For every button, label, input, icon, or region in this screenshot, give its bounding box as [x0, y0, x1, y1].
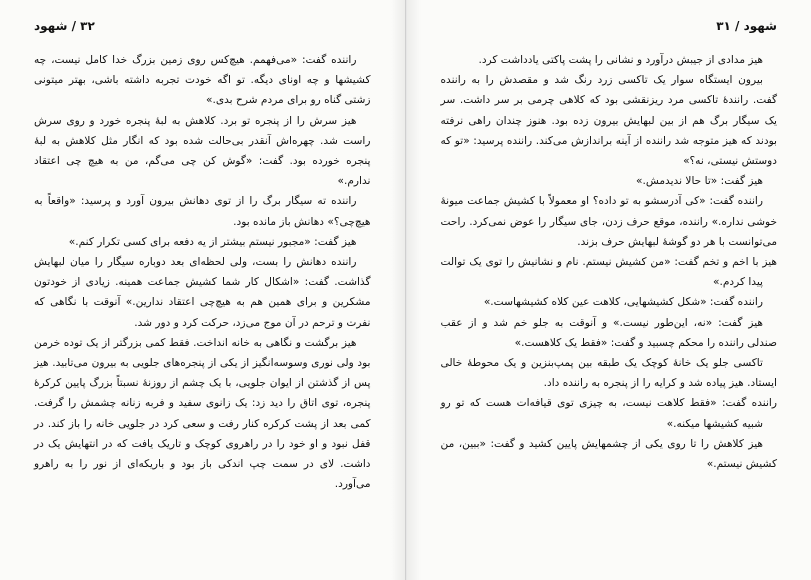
running-header: ۳۲ / شهود: [34, 19, 95, 33]
paragraph: هیز کلاهش را تا روی یکی از چشمهایش پایین کشید و گفت: «ببین، من کشیش نیستم.»: [440, 437, 777, 471]
running-header: شهود / ۳۱: [716, 19, 777, 33]
gutter-shadow: [407, 0, 421, 580]
paragraph: راننده گفت: «شکل کشیشهایی، کلاهت عین کلاه کشیشهاست.»: [483, 296, 763, 309]
paragraph: هیز با اخم و تخم گفت: «من کشیش نیستم. نام و نشانیش را توی یک توالت پیدا کردم.»: [440, 256, 777, 289]
paragraph: هیز برگشت و نگاهی به خانه انداخت. فقط کمی بزرگتر از یک توده خرمن بود ولی نوری وسوسه‌انگیز از یکی از پنجره‌های جلویی به بیرون می‌تابید. هیز پس از گذشتن از ایوان جلویی، با یک چشم از روزنهٔ نسبتاً بزرگ پایین کرکرهٔ پنجره، توی اتاق را دید زد: یک زانوی سفید و فربه زنانه چشمش را گرفت. کمی بعد از پشت کرکره کنار رفت و سعی کرد در جلویی خانه را باز کند. در قفل نبود و او خود را در راهروی کوچک و تاریک یافت که در انتهایش یک در داشت. لای در سمت چپ اندکی باز بود و باریکه‌ای از نور را به راهرو می‌آورد.: [34, 336, 371, 491]
paragraph: هیز گفت: «تا حالا ندیدمش.»: [636, 175, 763, 188]
paragraph: راننده گفت: «می‌فهمم. هیچ‌کس روی زمین بزرگ خدا کامل نیست، چه کشیشها و چه اونای دیگه. تو اگه خودت تجربه داشته باشی، بهتر میتونی زشتی گناه رو برای مردم شرح بدی.»: [34, 54, 371, 107]
paragraph: راننده گفت: «فقط کلاهت نیست، به چیزی توی قیافه‌ات هست که تو رو شبیه کشیشها میکنه.»: [440, 397, 777, 430]
paragraph: هیز مدادی از جیبش درآورد و نشانی را پشت پاکتی یادداشت کرد.: [478, 54, 763, 66]
paragraph: هیز گفت: «مجبور نیستم بیشتر از یه دفعه برای کسی تکرار کنم.»: [68, 235, 357, 248]
paragraph: هیز سرش را از پنجره تو برد. کلاهش به لبهٔ پنجره خورد و روی سرش راست شد. چهره‌اش آنقدر بی‌حالت شده بود که انگار مثل کلاهش به لبهٔ پنجره خورده بود. گفت: «گوش کن چی می‌گم، من به هیچ چی اعتقاد ندارم.»: [34, 114, 371, 188]
paragraph: راننده گفت: «کی آدرسشو به تو داده؟ او معمولاً با کشیش جماعت میونهٔ خوشی نداره.» راننده، موقع حرف زدن، جای سیگار را عوض نمی‌کرد. راحت می‌توانست با هر دو گوشهٔ لبهایش حرف بزند.: [440, 195, 777, 248]
gutter-shadow: [391, 0, 405, 580]
paragraph: تاکسی جلو یک خانهٔ کوچک یک طبقه بین پمپ‌بنزین و یک محوطهٔ خالی ایستاد. هیز پیاده شد و کرایه را از پنجره به راننده داد.: [440, 357, 777, 390]
paragraph: راننده ته سیگار برگ را از توی دهانش بیرون آورد و پرسید: «واقعاً به هیچ‌چی؟» دهانش باز مانده بود.: [34, 195, 371, 228]
page-body: [441, 50, 778, 564]
page-31: [406, 0, 811, 580]
paragraph: بیرون ایستگاه سوار یک تاکسی زرد رنگ شد و مقصدش را به راننده گفت. راننده‌ٔ تاکسی مرد ریزنقشی بود که کلاهی چرمی بر سر داشت. سر یک سیگار برگ هم از بین لبهایش بیرون زده بود. هنوز چندان راهی نرفته بودند که هیز متوجه شد راننده از آینه براندازش می‌کند. راننده پرسید: «تو که دوستش نیستی، نه؟»: [440, 74, 777, 168]
paragraph: راننده دهانش را بست، ولی لحظه‌ای بعد دوباره سیگار را میان لبهایش گذاشت. گفت: «اشکال کار شما کشیش جماعت همینه. زیادی از خودتون مشکرین و برای همین هم به هیچ‌چی اعتقاد ندارین.» آنوقت با نگاهی که نفرت و ترحم در آن موج می‌زد، حرکت کرد و دور شد.: [34, 256, 371, 329]
page-body: [34, 50, 371, 564]
paragraph: هیز گفت: «نه، این‌طور نیست.» و آنوقت به جلو خم شد و از عقب صندلی راننده را محکم چسبید و گفت: «فقط یک کلاهست.»: [440, 316, 777, 349]
